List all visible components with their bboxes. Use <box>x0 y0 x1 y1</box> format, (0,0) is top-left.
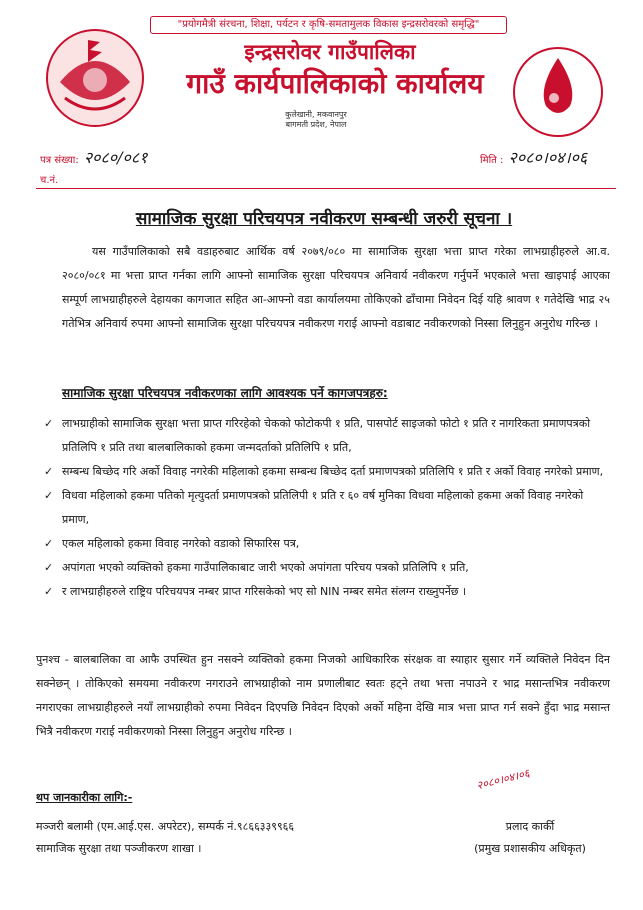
date-value: २०८०।०४।०६ <box>508 148 588 167</box>
signature-block <box>455 816 605 860</box>
municipality-logo <box>508 40 608 140</box>
office-stamp <box>262 110 370 162</box>
requirement-text: सम्बन्ध बिच्छेद गरि अर्को विवाह नगरेकी महिलाको हकमा सम्बन्ध बिच्छेद दर्ता प्रमाणपत्रको प्रतिलिपि १ प्रति र अर्को विवाह नगरेको प्रमाण, <box>62 465 604 478</box>
date <box>480 146 587 168</box>
requirement-item <box>44 556 610 580</box>
checkmark-icon: ✓ <box>44 417 54 430</box>
dispatch-number-label: च.नं. <box>40 175 59 186</box>
requirement-text: अपांगता भएको व्यक्तिको हकमा गाउँपालिकाबाट जारी भएको अपांगता परिचय पत्रको प्रतिलिपि १ प्रति, <box>62 561 469 574</box>
checkmark-icon: ✓ <box>44 585 54 598</box>
stamp-line: कुलेखानी, मकवानपुर <box>285 110 347 119</box>
header-divider <box>36 188 616 189</box>
requirement-text: लाभग्राहीको सामाजिक सुरक्षा भत्ता प्राप्त गरिरहेको चेकको फोटोकपी १ प्रति, पासपोर्ट साइजको फोटो १ प्रति र नागरिकता प्रमाणपत्रको प्रतिलिपि १ प्रति तथा बालबालिकाको हकमा जन्मदर्ताको प्रतिलिपि १ प्रति, <box>62 417 591 454</box>
notice-body <box>62 240 610 336</box>
letter-number-label: पत्र संख्या: <box>40 155 79 166</box>
checkmark-icon: ✓ <box>44 537 54 550</box>
letter-number <box>40 146 147 168</box>
date-label: मिति : <box>480 155 504 166</box>
requirement-item <box>44 412 610 460</box>
requirement-item <box>44 484 610 532</box>
signatory-title: (प्रमुख प्रशासकीय अधिकृत) <box>474 842 586 855</box>
nepal-emblem-logo <box>40 20 150 130</box>
municipality-name: इन्द्रसरोवर गाउँपालिका <box>244 40 416 64</box>
notice-body-text: यस गाउँपालिकाको सबै वडाहरुबाट आर्थिक वर्ष २०७९/०८० मा सामाजिक सुरक्षा भत्ता प्राप्त गरेका लाभग्राहीहरुले आ.व. २०८०/०८१ मा भत्ता प्राप्त गर्नका लागि आफ्नो सामाजिक सुरक्षा परिचयपत्र अनिवार्य नवीकरण गर्नुपर्ने भएकाले भत्ता खाइपाई आएका सम्पूर्ण लाभग्राहीहरुले देहायका कागजात सहित आ-आफ्नो वडा कार्यालयमा तोकिएको ढाँचामा निवेदन दिई यहि श्रावण १ गतेदेखि भाद्र २५ गतेभित्र अनिवार्य रुपमा आफ्नो सामाजिक सुरक्षा परिचयपत्र नवीकरण गराई आफ्नो वडाबाट नवीकरणको निस्सा लिनुहुन अनुरोध गरिन्छ । <box>62 245 610 330</box>
requirement-text: र लाभग्राहीहरुले राष्ट्रिय परिचयपत्र नम्बर प्राप्त गरिसकेको भए सो NIN नम्बर समेत संलग्न राख्नुपर्नेछ । <box>62 585 467 598</box>
more-info-label: थप जानकारीका लागि:- <box>36 791 133 804</box>
checkmark-icon: ✓ <box>44 561 54 574</box>
postscript <box>36 648 610 744</box>
checkmark-icon: ✓ <box>44 489 54 502</box>
contact-info <box>36 816 294 860</box>
letter-number-value: २०८०/०८१ <box>83 148 148 167</box>
contact-line: सामाजिक सुरक्षा तथा पञ्जीकरण शाखा । <box>36 842 202 855</box>
signatory-name: प्रलाद कार्की <box>505 820 555 833</box>
requirement-item <box>44 580 610 604</box>
requirement-item <box>44 460 610 484</box>
signature-date: २०८०।०४।०६ <box>475 766 531 793</box>
postscript-text: पुनश्च - बालबालिका वा आफै उपस्थित हुन नसक्ने व्यक्तिको हकमा निजको आधिकारिक संरक्षक वा स्याहार सुसार गर्ने व्यक्तिले निवेदन दिन सक्नेछन् । तोकिएको समयमा नवीकरण नगराउने लाभग्राहीको नाम प्रणालीबाट स्वतः हट्ने तथा भत्ता नपाउने र भाद्र मसान्तभित्र नवीकरण नगराएका लाभग्राहीहरुले नयाँ लाभग्राहीको रुपमा निवेदन दिएपछि निवेदन दिएको अर्को महिना देखि मात्र भत्ता प्राप्त गर्न सक्ने हुँदा भाद्र मसान्त भित्रै नवीकरण गराई नवीकरणको निस्सा लिनुहुन अनुरोध गरिन्छ । <box>36 653 610 738</box>
slogan: "प्रयोगमैत्री संरचना, शिक्षा, पर्यटन र कृषि-समतामुलक विकास इन्द्रसरोवरको समृद्धि" <box>150 16 507 34</box>
requirement-text: विधवा महिलाको हकमा पतिको मृत्युदर्ता प्रमाणपत्रको प्रतिलिपी १ प्रति र ६० वर्ष मुनिका विधवा महिलाको हकमा अर्को विवाह नगरेको प्रमाण, <box>62 489 584 526</box>
checkmark-icon: ✓ <box>44 465 54 478</box>
requirement-text: एकल महिलाको हकमा विवाह नगरेको वडाको सिफारिस पत्र, <box>62 537 300 550</box>
contact-line: मञ्जरी बलामी (एम.आई.एस. अपरेटर), सम्पर्क नं.९८६६३३९९६६ <box>36 820 295 833</box>
requirement-item <box>44 532 610 556</box>
requirements-heading: सामाजिक सुरक्षा परिचयपत्र नवीकरणका लागि आवश्यक पर्ने कागजपत्रहरु: <box>62 386 388 400</box>
requirements-list <box>44 412 610 604</box>
office-name: गाउँ कार्यपालिकाको कार्यालय <box>186 67 484 100</box>
notice-title: सामाजिक सुरक्षा परिचयपत्र नवीकरण सम्बन्धी जरुरी सूचना । <box>135 209 513 229</box>
stamp-line: बागमती प्रदेश, नेपाल <box>285 120 347 129</box>
